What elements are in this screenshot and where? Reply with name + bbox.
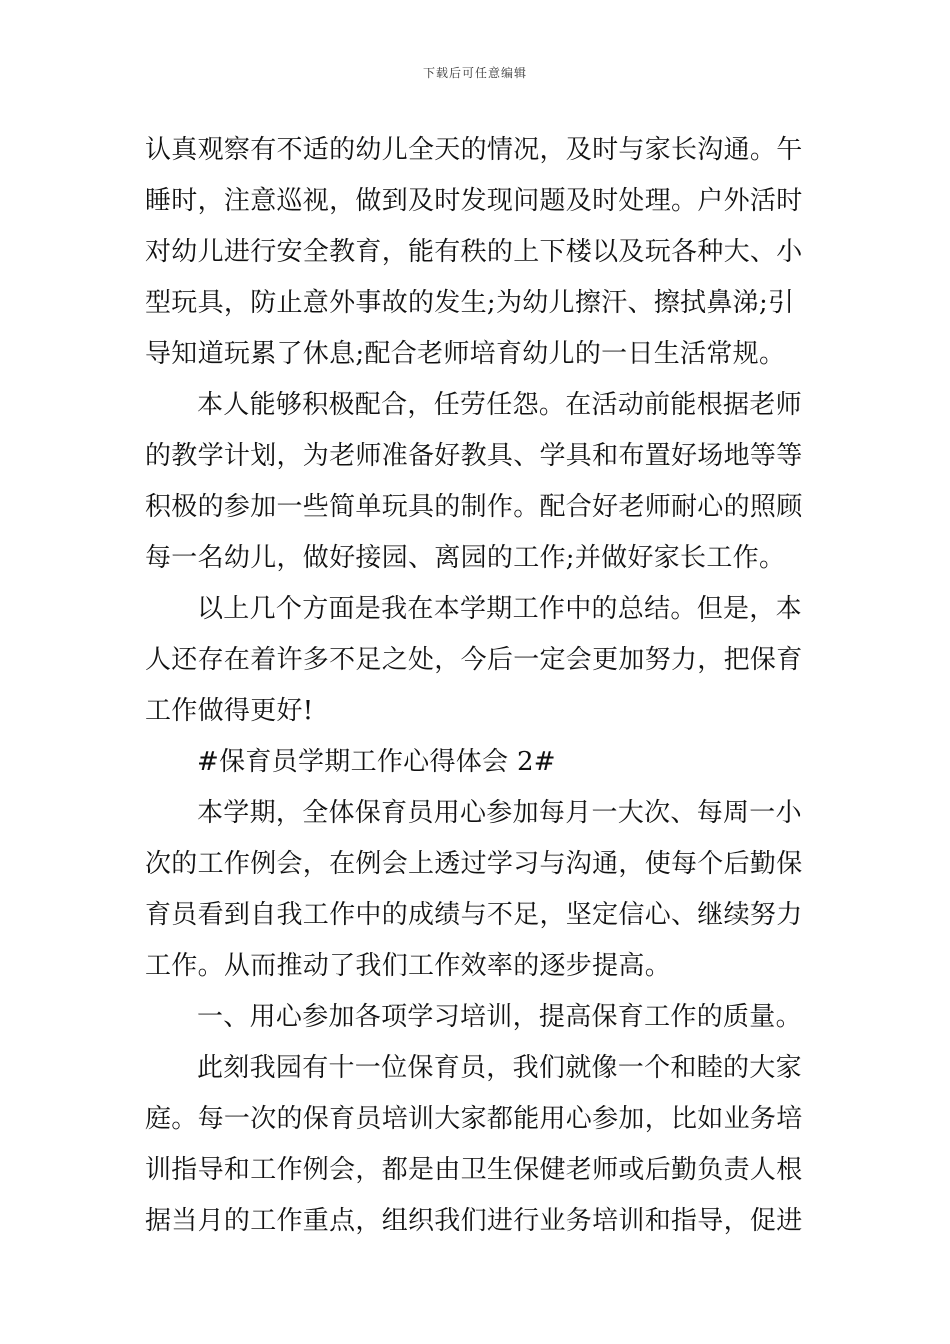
text-line: 工作。从而推动了我们工作效率的逐步提高。	[145, 951, 672, 981]
paragraph-start-line: 本人能够积极配合，任劳任怨。在活动前能根据老师	[197, 390, 802, 420]
text-line: 工作做得更好!	[145, 696, 314, 726]
text-line: 积极的参加一些简单玩具的制作。配合好老师耐心的照顾	[145, 492, 803, 522]
text-line: 型玩具，防止意外事故的发生;为幼儿擦汗、擦拭鼻涕;引	[145, 288, 795, 318]
text-line: 据当月的工作重点，组织我们进行业务培训和指导，促进	[145, 1206, 803, 1236]
paragraph-start-line: 以上几个方面是我在本学期工作中的总结。但是，本	[197, 594, 802, 624]
text-line: 导知道玩累了休息;配合老师培育幼儿的一日生活常规。	[145, 339, 786, 369]
text-line: 的教学计划，为老师准备好教具、学具和布置好场地等等	[145, 441, 803, 471]
text-line: 睡时，注意巡视，做到及时发现问题及时处理。户外活时	[145, 186, 803, 216]
document-body	[145, 125, 810, 1247]
page-header-note: 下载后可任意编辑	[422, 66, 527, 80]
section-heading: #保育员学期工作心得体会 2#	[197, 747, 556, 777]
subsection-heading: 一、用心参加各项学习培训，提高保育工作的质量。	[197, 1002, 802, 1032]
text-line: 训指导和工作例会，都是由卫生保健老师或后勤负责人根	[145, 1155, 803, 1185]
text-line: 庭。每一次的保育员培训大家都能用心参加，比如业务培	[145, 1104, 803, 1134]
text-line: 人还存在着许多不足之处，今后一定会更加努力，把保育	[145, 645, 803, 675]
paragraph-start-line: 本学期，全体保育员用心参加每月一大次、每周一小	[197, 798, 802, 828]
text-line: 次的工作例会，在例会上透过学习与沟通，使每个后勤保	[145, 849, 803, 879]
paragraph-start-line: 此刻我园有十一位保育员，我们就像一个和睦的大家	[197, 1053, 802, 1083]
text-line: 认真观察有不适的幼儿全天的情况，及时与家长沟通。午	[145, 135, 803, 165]
text-line: 育员看到自我工作中的成绩与不足，坚定信心、继续努力	[145, 900, 803, 930]
text-line: 对幼儿进行安全教育，能有秩的上下楼以及玩各种大、小	[145, 237, 803, 267]
text-line: 每一名幼儿，做好接园、离园的工作;并做好家长工作。	[145, 543, 786, 573]
